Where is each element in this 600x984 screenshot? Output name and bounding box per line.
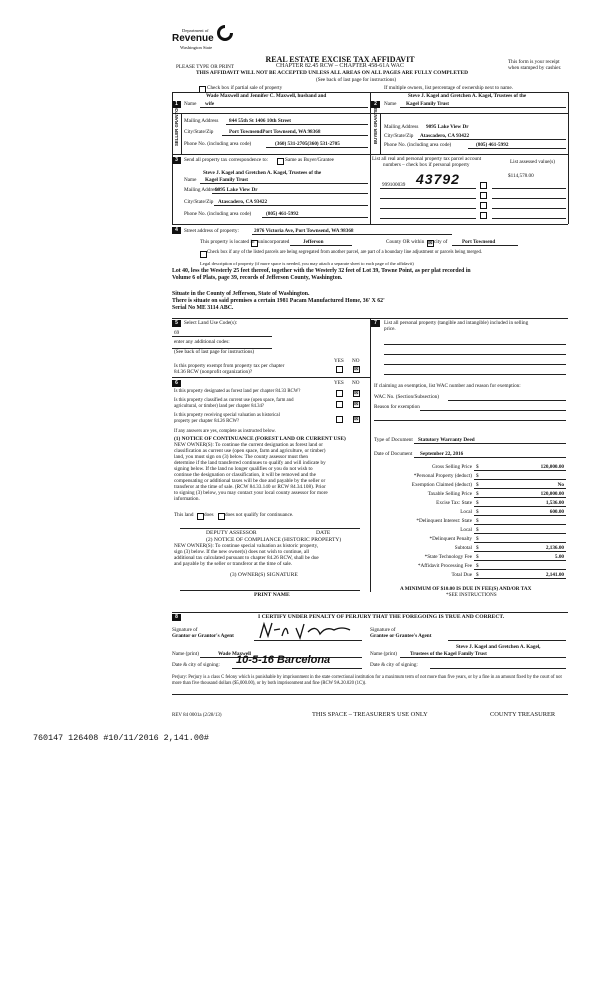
current-use-no-checkbox[interactable]: ☒: [354, 401, 359, 407]
exempt-no-checkbox[interactable]: ☒: [354, 366, 359, 372]
seller-name-label: Name: [184, 101, 197, 107]
exempt-question-1: Is this property exempt from property tax per chapter: [174, 363, 285, 369]
buyer-side-label: BUYER GRANTEE: [373, 105, 378, 144]
deputy-date-label: DATE: [316, 530, 331, 536]
current-use-question-2: agricultural, or timber) land per chapter 84.34?: [174, 404, 265, 409]
grantee-name-top-1: Steve J. Kagel and Gretchen A. Kagel,: [456, 644, 541, 650]
personal-property-checkbox-3[interactable]: [480, 202, 487, 209]
grantor-date-place-label: Date & city of signing:: [172, 662, 220, 668]
city-value: Port Townsend: [462, 239, 496, 245]
buyer-phone-label: Phone No. (including area code): [384, 142, 452, 148]
grantee-date-place-label: Date & city of signing:: [370, 662, 418, 668]
owner-signature-label: (3) OWNER(S) SIGNATURE: [230, 572, 298, 578]
grantor-name-print: Wade Maxwell: [218, 651, 251, 657]
correspondence-phone-value: (805) 461-5992: [266, 211, 299, 217]
does-label: does: [204, 512, 214, 518]
land-use-see-back: (See back of last page for instructions): [174, 349, 255, 355]
revenue-logo-icon: [217, 25, 233, 41]
partial-sale-label: Check box if partial sale of property: [207, 85, 283, 91]
certify-statement: I CERTIFY UNDER PENALTY OF PERJURY THAT THE FOREGOING IS TRUE AND CORRECT.: [258, 614, 505, 620]
doc-type-label: Type of Document: [374, 437, 413, 443]
agency-line-3: Washington State: [180, 45, 213, 50]
land-does-label: This land: [174, 512, 194, 518]
does-not-label: does not qualify for continuance.: [225, 512, 294, 518]
handwritten-parcel-number: 43792: [416, 171, 460, 187]
treasurer-stamp: 760147 126408 #10/11/2016 2,141.00#: [33, 733, 209, 743]
please-type: PLEASE TYPE OR PRINT: [176, 64, 234, 70]
grantor-name-print-label: Name (print): [172, 651, 199, 657]
assessed-header: List assessed value(s): [510, 159, 555, 165]
grantee-name-print-label: Name (print): [370, 651, 397, 657]
historic-question-2: property per chapter 84.26 RCW?: [174, 419, 240, 424]
legal-line-5: Serial No ME 3114 ABC.: [172, 305, 234, 311]
buyer-name-line-2: Kagel Family Trust: [406, 101, 450, 107]
correspondence-name-line-2: Kagel Family Trust: [205, 177, 249, 183]
current-use-question-1: Is this property classified as current use (open space, farm and: [174, 398, 294, 403]
correspondence-mailing-value: 9095 Lake View Dr: [215, 187, 258, 193]
exemption-label: If claiming an exemption, list WAC number and reason for exemption:: [374, 383, 521, 389]
grantee-signature-label-1: Signature of: [370, 627, 396, 633]
seller-phone-label: Phone No. (including area code): [184, 141, 252, 147]
legal-line-2: Volume 6 of Plats, page 39, records of Jefferson County, Washington.: [172, 275, 343, 281]
forest-yes-checkbox[interactable]: [336, 390, 343, 397]
additional-codes-label: enter any additional codes:: [174, 339, 230, 345]
section-5-badge: 5: [172, 320, 181, 327]
located-label: This property is located in: [200, 239, 255, 245]
correspondence-label: Send all property tax correspondence to:: [184, 157, 268, 163]
revision-code: REV 84 0001a (2/28/13): [172, 713, 222, 718]
personal-property-label-1: List all personal property (tangible and intangible) included in selling: [384, 320, 529, 326]
within-city-checkbox[interactable]: ☒: [428, 240, 433, 246]
parcels-header-2: numbers – check box if personal property: [383, 162, 470, 168]
grantee-name-print: Trustees of the Kagel Family Trust: [410, 651, 487, 657]
land-use-label: Select Land Use Code(s):: [184, 320, 238, 326]
notice-2-title: (2) NOTICE OF COMPLIANCE (HISTORIC PROPERTY): [206, 537, 342, 543]
form-title: REAL ESTATE EXCISE TAX AFFIDAVIT: [265, 55, 415, 64]
forest-no-checkbox[interactable]: ☒: [354, 390, 359, 396]
doc-date-label: Date of Document: [374, 451, 413, 457]
historic-question-1: Is this property receiving special valuation as historical: [174, 413, 280, 418]
county-or-within-label: County OR within: [386, 239, 425, 245]
seller-city-label: City/State/Zip: [184, 129, 214, 135]
buyer-city-value: Atascadero, CA 93422: [420, 133, 470, 139]
print-name-label: PRINT NAME: [254, 592, 290, 598]
section-3-badge: 3: [172, 157, 181, 164]
assessed-value: $114,578.00: [508, 173, 534, 179]
same-as-buyer-checkbox[interactable]: [277, 158, 284, 165]
land-does-not-checkbox[interactable]: [218, 513, 225, 520]
correspondence-city-label: City/State/Zip: [184, 199, 214, 205]
section-7-badge: 7: [371, 320, 380, 327]
grantor-signature-image: [256, 618, 356, 642]
buyer-mailing-value: 9095 Lake View Dr: [426, 124, 469, 130]
grantee-signature-label-2: Grantee or Grantee's Agent: [370, 633, 432, 639]
notice-1-title: (1) NOTICE OF CONTINUANCE (FOREST LAND OR CURRENT USE): [174, 436, 346, 442]
perjury-notice: Perjury: Perjury is a class C felony which is punishable by imprisonment in the state correctional institution for a maximum term of not more than five years, or by a fine in an amount fixed by the court of not more than five thousand dollars ($5,000.00), or by both imprisonment and fine (RCW 9A.20.020 (1C)).: [172, 675, 562, 686]
historic-yes-checkbox[interactable]: [336, 416, 343, 423]
legal-line-1: Lot 40, less the Westerly 25 feet thereof, together with the Westerly 32 feet of Lot 39, Towne Point, as per plat recorded in: [172, 268, 471, 274]
seller-side-label: SELLER GRANTOR: [174, 105, 179, 146]
agency-name: Revenue: [172, 33, 214, 44]
county-treasurer-label: COUNTY TREASURER: [490, 711, 556, 718]
correspondence-name-label: Name: [184, 177, 197, 183]
seller-mailing-label: Mailing Address: [184, 118, 219, 124]
historic-no-checkbox[interactable]: ☒: [354, 416, 359, 422]
land-does-checkbox[interactable]: [197, 513, 204, 520]
unincorporated-checkbox[interactable]: [251, 240, 258, 247]
personal-property-checkbox-1[interactable]: [480, 182, 487, 189]
doc-date-value: September 22, 2016: [420, 451, 464, 457]
current-use-yes-checkbox[interactable]: [336, 401, 343, 408]
personal-property-checkbox-4[interactable]: [480, 212, 487, 219]
street-value: 2076 Victoria Ave, Port Townsend, WA 98368: [254, 228, 354, 234]
seller-mailing-value: 844 55th St 1406 10th Street: [229, 118, 292, 124]
same-as-buyer-label: Same as Buyer/Grantee: [285, 157, 334, 163]
deputy-assessor-label: DEPUTY ASSESSOR: [206, 530, 257, 536]
seller-phone-value: (360) 531-2705(360) 531-2705: [275, 141, 340, 147]
seller-name-line-1: Wade Maxwell and Jennifer C. Maxwell, husband and: [206, 93, 327, 99]
seller-name-line-2: wife: [205, 101, 215, 107]
city-of-label: city of: [434, 239, 448, 245]
legal-label: Legal description of property (if more space is needed, you may attach a separate sheet to each page of the affidavit): [200, 261, 414, 266]
section-1-badge: 1: [172, 101, 181, 108]
designation-no-label: NO: [352, 380, 360, 386]
forest-land-question: Is this property designated as forest land per chapter 84.33 RCW?: [174, 389, 301, 394]
correspondence-name-line-1: Steve J. Kagel and Gretchen A. Kagel, Trustees of the: [203, 170, 322, 176]
seller-city-value: Port TownsendPort Townsend, WA 98368: [229, 129, 321, 135]
section-6-badge: 6: [172, 380, 181, 387]
any-yes-note: If any answers are yes, complete as instructed below.: [174, 429, 276, 434]
section-4-badge: 4: [172, 227, 181, 234]
exempt-question-2: 84.36 RCW (nonprofit organization)?: [174, 369, 253, 375]
ownership-note: If multiple owners, list percentage of ownership next to name.: [384, 85, 513, 91]
grantor-signature-label-2: Grantor or Grantor's Agent: [172, 633, 234, 639]
buyer-mailing-label: Mailing Address: [384, 124, 419, 130]
see-instructions-note: *SEE INSTRUCTIONS: [446, 592, 497, 598]
buyer-name-line-1: Steve J. Kagel and Gretchen A. Kagel, Trustees of the: [408, 93, 527, 99]
personal-property-checkbox-2[interactable]: [480, 192, 487, 199]
correspondence-city-value: Atascadero, CA 93422: [218, 199, 268, 205]
receipt-note-2: when stamped by cashier.: [508, 65, 562, 71]
buyer-phone-value: (805) 461-5992: [476, 142, 509, 148]
agency-line-1: Department of: [182, 28, 209, 33]
segregated-checkbox[interactable]: [200, 251, 207, 258]
correspondence-phone-label: Phone No. (including area code): [184, 211, 252, 217]
minimum-due-note: A MINIMUM OF $10.00 IS DUE IN FEE(S) AND/OR TAX: [400, 586, 532, 592]
grantor-date-place: 10-5-16 Barcelona: [236, 654, 331, 666]
designation-yes-label: YES: [334, 380, 344, 386]
exempt-yes-checkbox[interactable]: [336, 366, 343, 373]
section-8-badge: 8: [172, 614, 181, 621]
form-see-back: (See back of last page for instructions): [316, 77, 397, 83]
buyer-city-label: City/State/Zip: [384, 133, 414, 139]
parcel-number: 999100039: [382, 182, 406, 188]
treasurer-space-label: THIS SPACE – TREASURER'S USE ONLY: [312, 711, 428, 718]
legal-line-4: There is situate on said premises a certain 1981 Pacam Manufactured Home, 36' X 62': [172, 298, 385, 304]
parcels-header-1: List all real and personal property tax parcel account: [372, 156, 482, 162]
wac-label: WAC No. (Section/Subsection): [374, 394, 439, 400]
doc-type-value: Statutory Warranty Deed: [418, 437, 475, 443]
reason-label: Reason for exemption: [374, 404, 420, 410]
grantor-signature-label-1: Signature of: [172, 627, 198, 633]
legal-line-3: Situate in the County of Jefferson, State of Washington.: [172, 291, 310, 297]
buyer-name-label: Name: [384, 101, 397, 107]
land-use-no-label: NO: [352, 358, 360, 364]
segregated-label: Check box if any of the listed parcels are being segregated from another parcel, are part of a boundary line adjustment or parcels being merged.: [207, 250, 483, 255]
unincorporated-label: unincorporated: [258, 239, 290, 245]
correspondence-mailing-label: Mailing Address: [184, 187, 219, 193]
form-chapter: CHAPTER 82.45 RCW – CHAPTER 458-61A WAC: [276, 63, 404, 69]
section-2-badge: 2: [371, 101, 380, 108]
county-value: Jefferson: [303, 239, 324, 245]
form-warning: THIS AFFIDAVIT WILL NOT BE ACCEPTED UNLESS ALL AREAS ON ALL PAGES ARE FULLY COMPLETED: [196, 70, 469, 76]
street-label: Street address of property:: [184, 228, 239, 234]
land-use-code: 69: [174, 330, 180, 336]
land-use-yes-label: YES: [334, 358, 344, 364]
receipt-note-1: This form is your receipt: [508, 59, 560, 65]
personal-property-label-2: price.: [384, 326, 396, 332]
